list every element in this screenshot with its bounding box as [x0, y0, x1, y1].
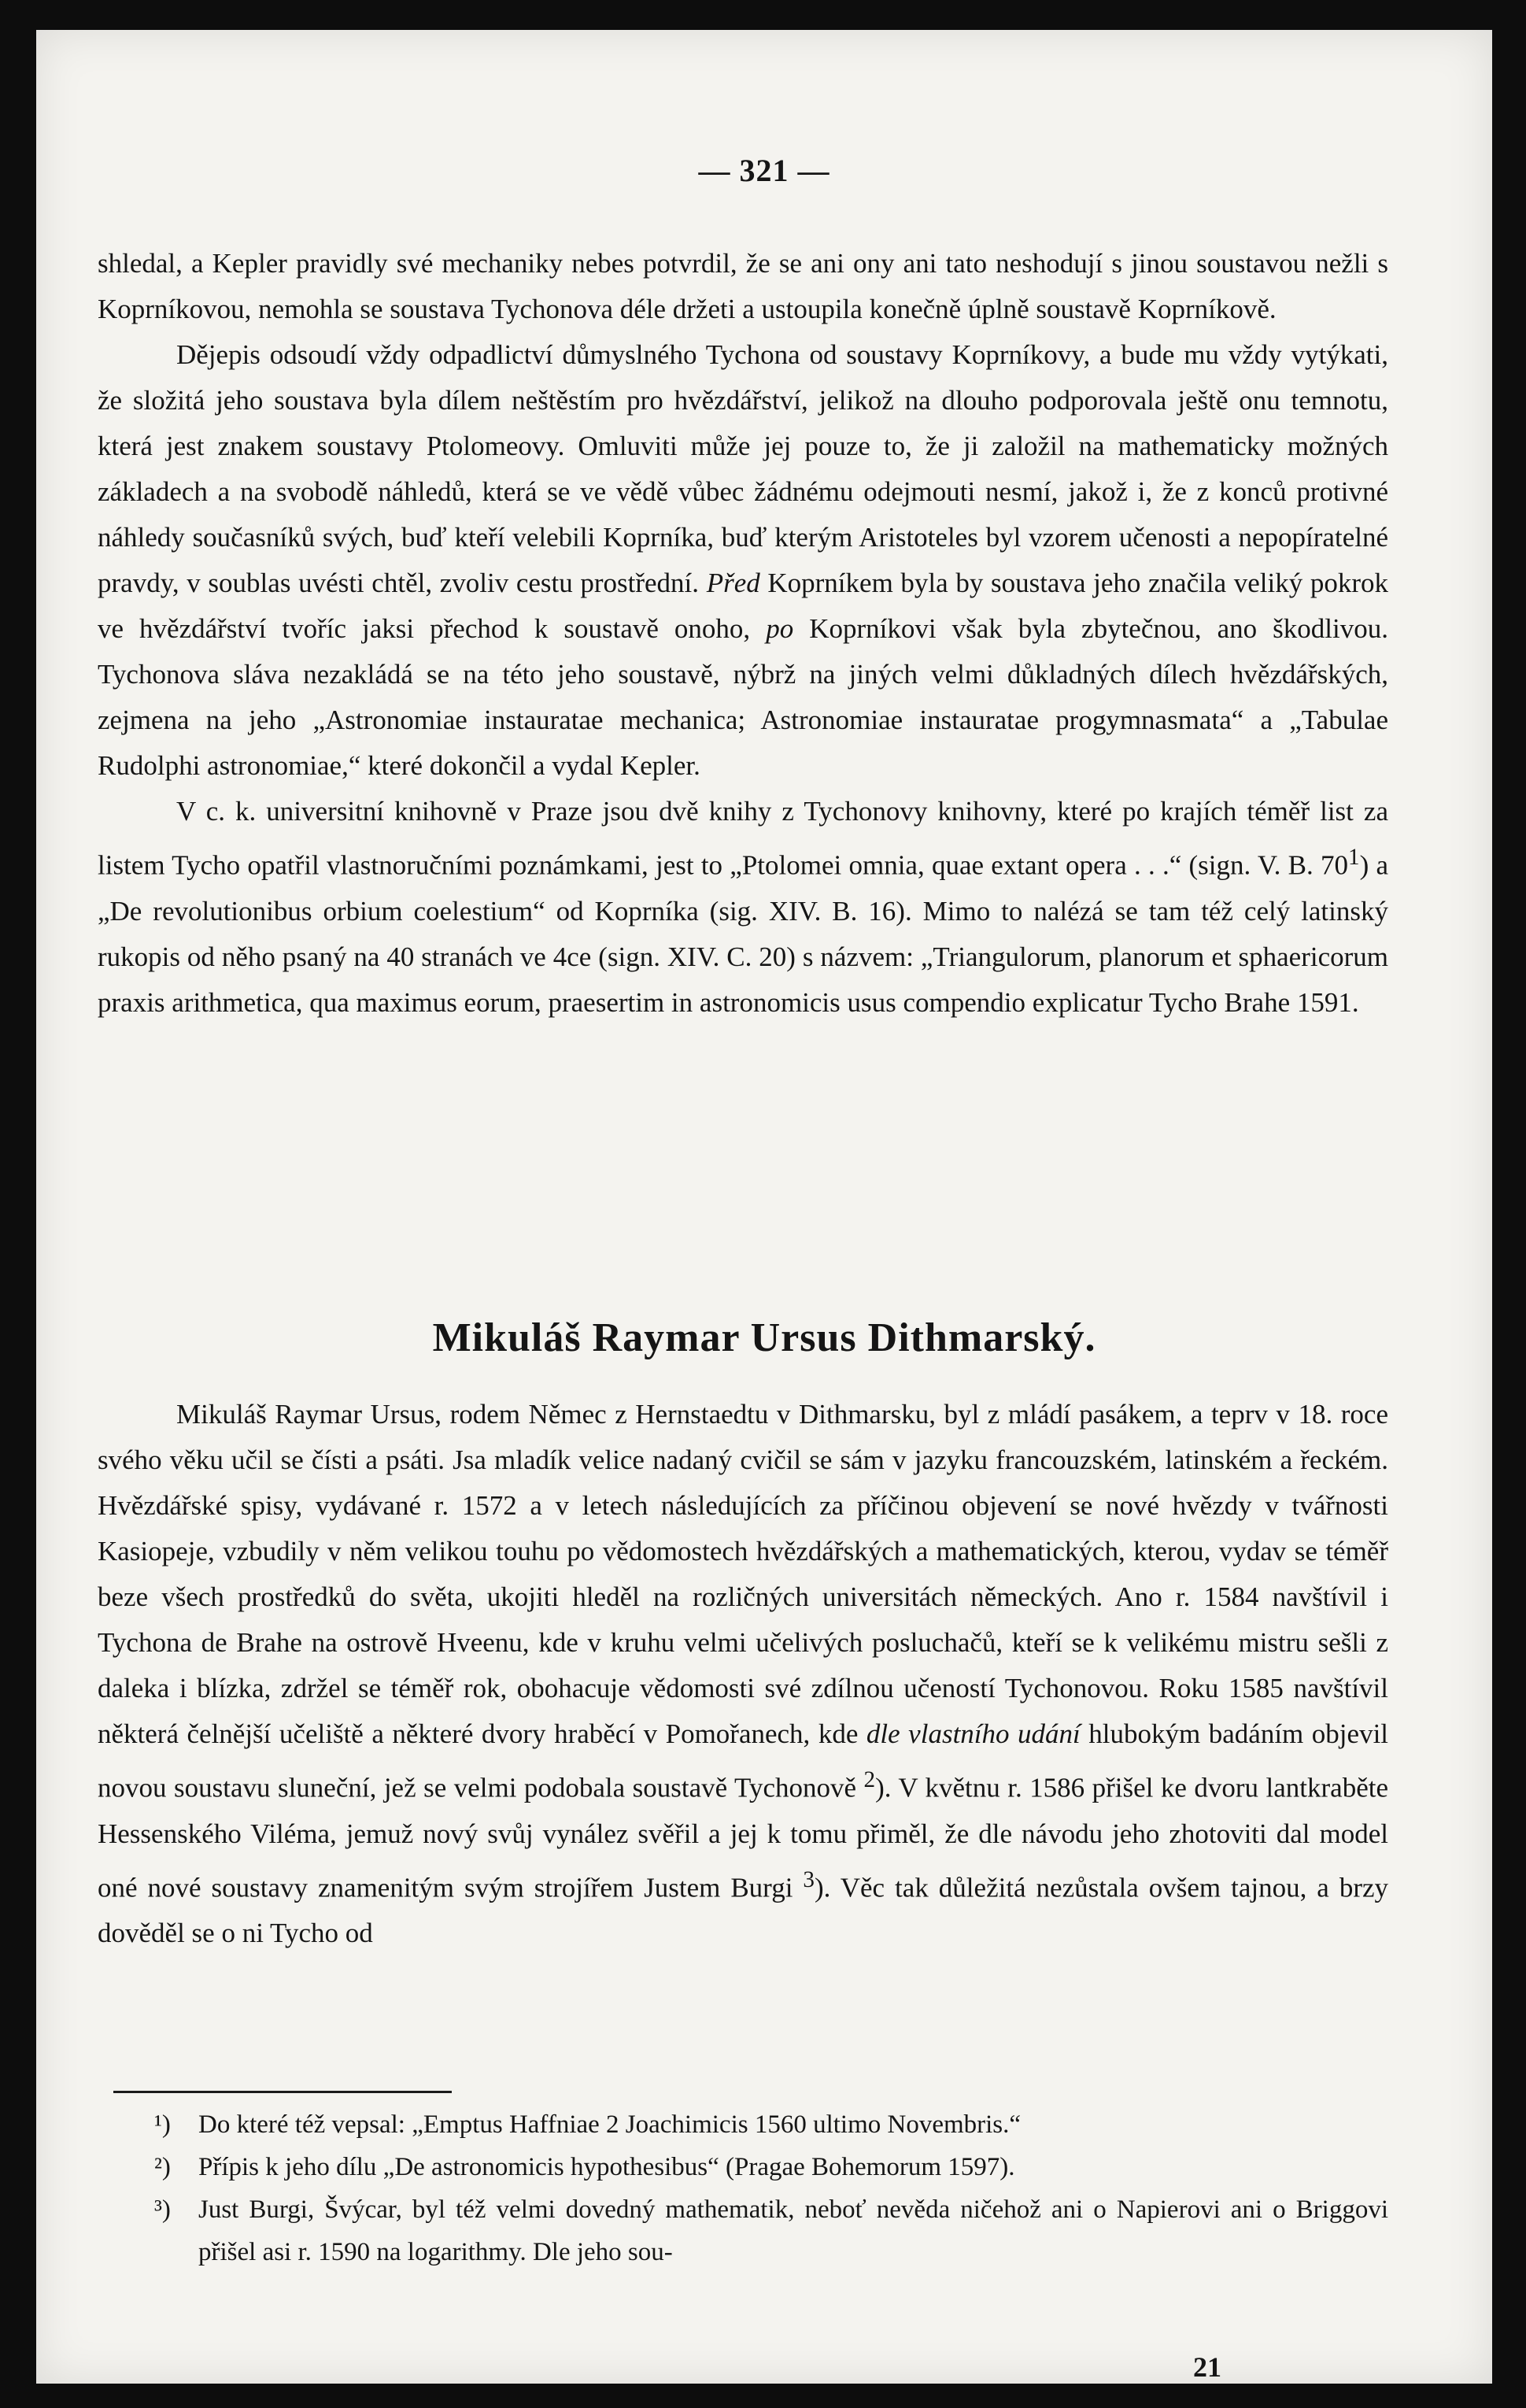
footnotes	[154, 2103, 1388, 2273]
paragraph-2-text: Dějepis odsoudí vždy odpadlictví důmyslného Tychona od soustavy Koprníkovy, a bude mu vždy vytýkati, že složitá jeho soustava byla dílem neštěstím pro hvězdářství, jelikož na dlouho podporovala ještě onu temnotu, která jest znakem soustavy Ptolomeovy. Omluviti může jej pouze to, že ji založil na mathematicky možných základech a na svobodě náhledů, která se ve vědě vůbec žádnému odejmouti nesmí, jakož i, že z konců protivné náhledy současníků svých, buď kteří velebili Koprníka, buď kterým Aristoteles byl vzorem učenosti a nepopíratelné pravdy, v soublas uvésti chtěl, zvoliv cestu prostřední.	[98, 339, 1388, 598]
paragraph-2-end: Koprníkovi však byla zbytečnou, ano škodlivou. Tychonova sláva nezakládá se na této jeho soustavě, nýbrž na jiných velmi důkladných dílech hvězdářských, zejmena na jeho „Astronomiae instauratae mechanica; Astronomiae instauratae progymnasmata“ a „Tabulae Rudolphi astronomiae,“ které dokončil a vydal Kepler.	[98, 613, 1388, 781]
section-heading: Mikuláš Raymar Ursus Dithmarský.	[432, 1315, 1096, 1360]
footnote-1	[154, 2103, 1388, 2146]
footnote-rule	[113, 2091, 452, 2093]
footnote-1-mark: ¹)	[154, 2110, 171, 2139]
paragraph-2	[98, 332, 1388, 789]
text-block-1	[98, 241, 1388, 1026]
footnote-ref-2: 2	[863, 1767, 876, 1792]
paragraph-4-cont2: ). V květnu r. 1586 přišel ke dvoru lantkraběte Hessenského Viléma, jemuž nový svůj vynález svěřil a jej k tomu přiměl, že dle návodu jeho zhotoviti dal model oné nové soustavy znamenitým svým strojířem Justem Burgi	[98, 1772, 1388, 1903]
footnote-2-mark: ²)	[154, 2153, 171, 2181]
italic-udani: dle vlastního udání	[866, 1718, 1081, 1749]
italic-pred: Před	[706, 568, 760, 598]
paragraph-3-cont: ) a „De revolutionibus orbium coelestium“ od Koprníka (sig. XIV. B. 16). Mimo to nalézá se tam též celý latinský rukopis od něho psaný na 40 stranách ve 4ce (sign. XIV. C. 20) s názvem: „Triangulorum, planorum et sphaericorum praxis arithmetica, qua maximus eorum, praesertim in astronomicis usus compendio explicatur Tycho Brahe 1591.	[98, 849, 1388, 1018]
book-page	[36, 30, 1492, 2384]
page-number: — 321 —	[698, 153, 830, 188]
paragraph-4	[98, 1392, 1388, 1956]
paragraph-3-text: V c. k. universitní knihovně v Praze jsou dvě knihy z Tychonovy knihovny, které po krajích téměř list za listem Tycho opatřil vlastnoručními poznámkami, jest to „Ptolomei omnia, quae extant opera . . .“ (sign. V. B. 70	[98, 796, 1388, 881]
footnote-3	[154, 2188, 1388, 2273]
signature-mark: 21	[1193, 2351, 1221, 2383]
footnote-2	[154, 2146, 1388, 2188]
paragraph-4-cont: hlubokým badáním objevil novou soustavu sluneční, jež se velmi podobala soustavě Tychonově	[98, 1718, 1389, 1803]
italic-po: po	[766, 613, 794, 644]
paragraph-4-end: ). Věc tak důležitá nezůstala ovšem tajnou, a brzy dověděl se o ni Tycho od	[98, 1872, 1389, 1949]
footnote-1-text: Do které též vepsal: „Emptus Haffniae 2 Joachimicis 1560 ultimo Novembris.“	[198, 2110, 1022, 2139]
footnote-ref-1: 1	[1347, 845, 1360, 870]
paragraph-3	[98, 789, 1388, 1026]
paragraph-4-text: Mikuláš Raymar Ursus, rodem Němec z Hernstaedtu v Dithmarsku, byl z mládí pasákem, a teprv v 18. roce svého věku učil se čísti a psáti. Jsa mladík velice nadaný cvičil se sám v jazyku francouzském, latinském a řeckém. Hvězdářské spisy, vydávané r. 1572 a v letech následujících za příčinou objevení se nové hvězdy v tvářnosti Kasiopeje, vzbudily v něm velikou touhu po vědomostech hvězdářských a mathematických, kterou, vydav se téměř beze všech prostředků do světa, ukojiti hleděl na rozličných universitách německých. Ano r. 1584 navštívil i Tychona de Brahe na ostrově Hveenu, kde v kruhu velmi učelivých posluchačů, kteří se k velikému mistru sešli z daleka i blízka, zdržel se téměř rok, obohacuje vědomosti své zdílnou učeností Tychonovou. Roku 1585 navštívil některá čelnější učeliště a některé dvory hraběcí v Pomořanech, kde	[98, 1399, 1388, 1749]
footnote-3-text: Just Burgi, Švýcar, byl též velmi dovedný mathematik, neboť nevěda ničehož ani o Napierovi ani o Briggovi přišel asi r. 1590 na logarithmy. Dle jeho sou-	[198, 2195, 1388, 2266]
footnote-ref-3: 3	[803, 1866, 815, 1892]
paragraph-2-cont: Koprníkem byla by soustava jeho značila veliký pokrok ve hvězdářství tvoříc jaksi přechod k soustavě onoho,	[98, 568, 1389, 644]
text-block-2	[98, 1392, 1388, 1956]
paragraph-1: shledal, a Kepler pravidly své mechaniky nebes potvrdil, že se ani ony ani tato neshodují s jinou soustavou nežli s Koprníkovou, nemohla se soustava Tychonova déle držeti a ustoupila konečně úplně soustavě Koprníkově.	[98, 248, 1388, 324]
footnote-3-mark: ³)	[154, 2195, 171, 2224]
footnote-2-text: Přípis k jeho dílu „De astronomicis hypothesibus“ (Pragae Bohemorum 1597).	[198, 2153, 1015, 2181]
